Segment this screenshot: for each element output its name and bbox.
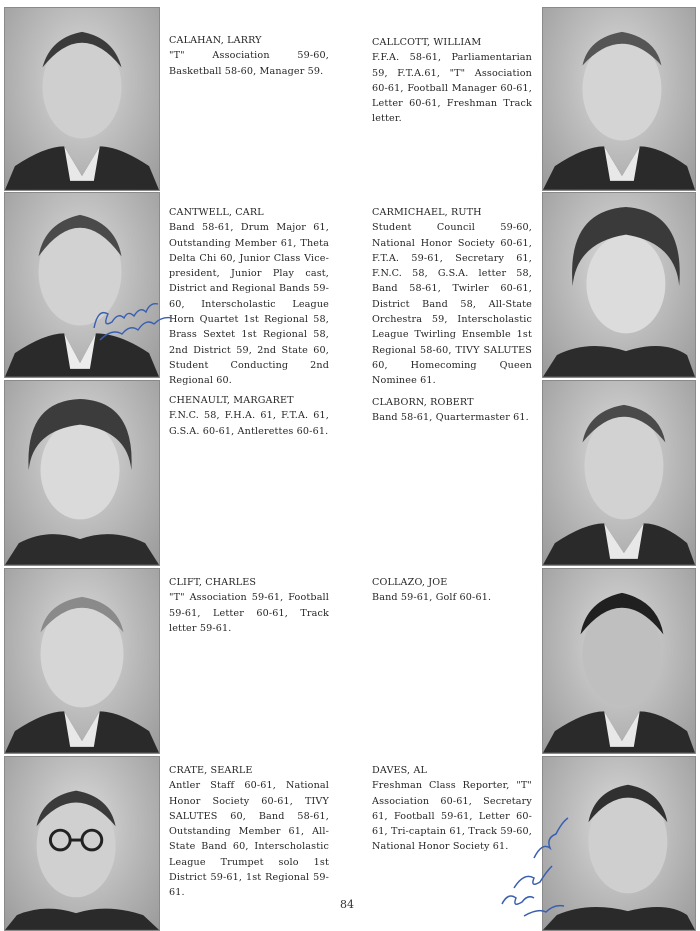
student-entry: [169, 393, 329, 439]
page-number: 84: [340, 898, 354, 911]
student-entry: [169, 575, 329, 636]
student-entry: [372, 395, 532, 426]
student-activities: F.F.A. 58-61, Parliamentarian 59, F.T.A.61, "T" Association 60-61, Football Manager 60-61, Letter 60-61, Freshman Track letter.: [372, 52, 532, 125]
student-activities: "T" Association 59-60, Basketball 58-60, Manager 59.: [169, 50, 329, 77]
student-name: DAVES, AL: [372, 765, 428, 776]
student-entry: [372, 205, 532, 389]
student-name: CALLCOTT, WILLIAM: [372, 37, 482, 48]
portrait-photo: [4, 380, 160, 566]
student-entry: [372, 763, 532, 855]
student-name: CALAHAN, LARRY: [169, 35, 262, 46]
student-name: CARMICHAEL, RUTH: [372, 207, 482, 218]
student-activities: Student Council 59-60, National Honor Society 60-61, F.T.A. 59-61, Secretary 61, F.N.C. 58, G.S.A. letter 58, Band 58-61, Twirler 60-61, District Band 58, All-State Orchestra 59, Interscholastic League Twirling Ensemble 1st Regional 58-60, TIVY SALUTES 60, Homecoming Queen Nominee 61.: [372, 222, 532, 387]
student-name: CLABORN, ROBERT: [372, 397, 474, 408]
portrait-photo: [542, 568, 696, 754]
student-name: CLIFT, CHARLES: [169, 577, 257, 588]
student-activities: Antler Staff 60-61, National Honor Society 60-61, TIVY SALUTES 60, Band 58-61, Outstanding Member 61, All-State Band 60, Interscholastic League Trumpet solo 1st District 59-61, 1st Regional 59-61.: [169, 780, 329, 899]
student-name: CHENAULT, MARGARET: [169, 395, 294, 406]
portrait-photo: [542, 380, 696, 566]
portrait-photo: [542, 7, 696, 191]
portrait-photo: [4, 7, 160, 191]
student-activities: Band 58-61, Drum Major 61, Outstanding Member 61, Theta Delta Chi 60, Junior Class Vice-president, Junior Play cast, District and Regional Bands 59-60, Interscholastic League Horn Quartet 1st Regional 58, Brass Sextet 1st Regional 58, 2nd District 59, 2nd State 60, Student Conducting 2nd Regional 60.: [169, 222, 329, 387]
student-entry: [372, 575, 532, 606]
portrait-photo: [542, 192, 696, 378]
portrait-photo: [542, 756, 696, 931]
student-entry: [169, 33, 329, 79]
student-activities: F.N.C. 58, F.H.A. 61, F.T.A. 61, G.S.A. 60-61, Antlerettes 60-61.: [169, 410, 329, 437]
student-name: CANTWELL, CARL: [169, 207, 264, 218]
student-entry: [169, 205, 329, 389]
student-activities: Freshman Class Reporter, "T" Association 60-61, Secretary 61, Football 59-61, Letter 60-61, Tri-captain 61, Track 59-60, National Honor Society 61.: [372, 780, 532, 853]
student-activities: "T" Association 59-61, Football 59-61, Letter 60-61, Track letter 59-61.: [169, 592, 329, 634]
student-name: COLLAZO, JOE: [372, 577, 448, 588]
portrait-photo: [4, 568, 160, 754]
student-name: CRATE, SEARLE: [169, 765, 253, 776]
portrait-photo: [4, 756, 160, 931]
student-entry: [372, 35, 532, 127]
student-activities: Band 59-61, Golf 60-61.: [372, 592, 492, 604]
student-entry: [169, 763, 329, 901]
portrait-photo: [4, 192, 160, 378]
student-activities: Band 58-61, Quartermaster 61.: [372, 412, 529, 424]
